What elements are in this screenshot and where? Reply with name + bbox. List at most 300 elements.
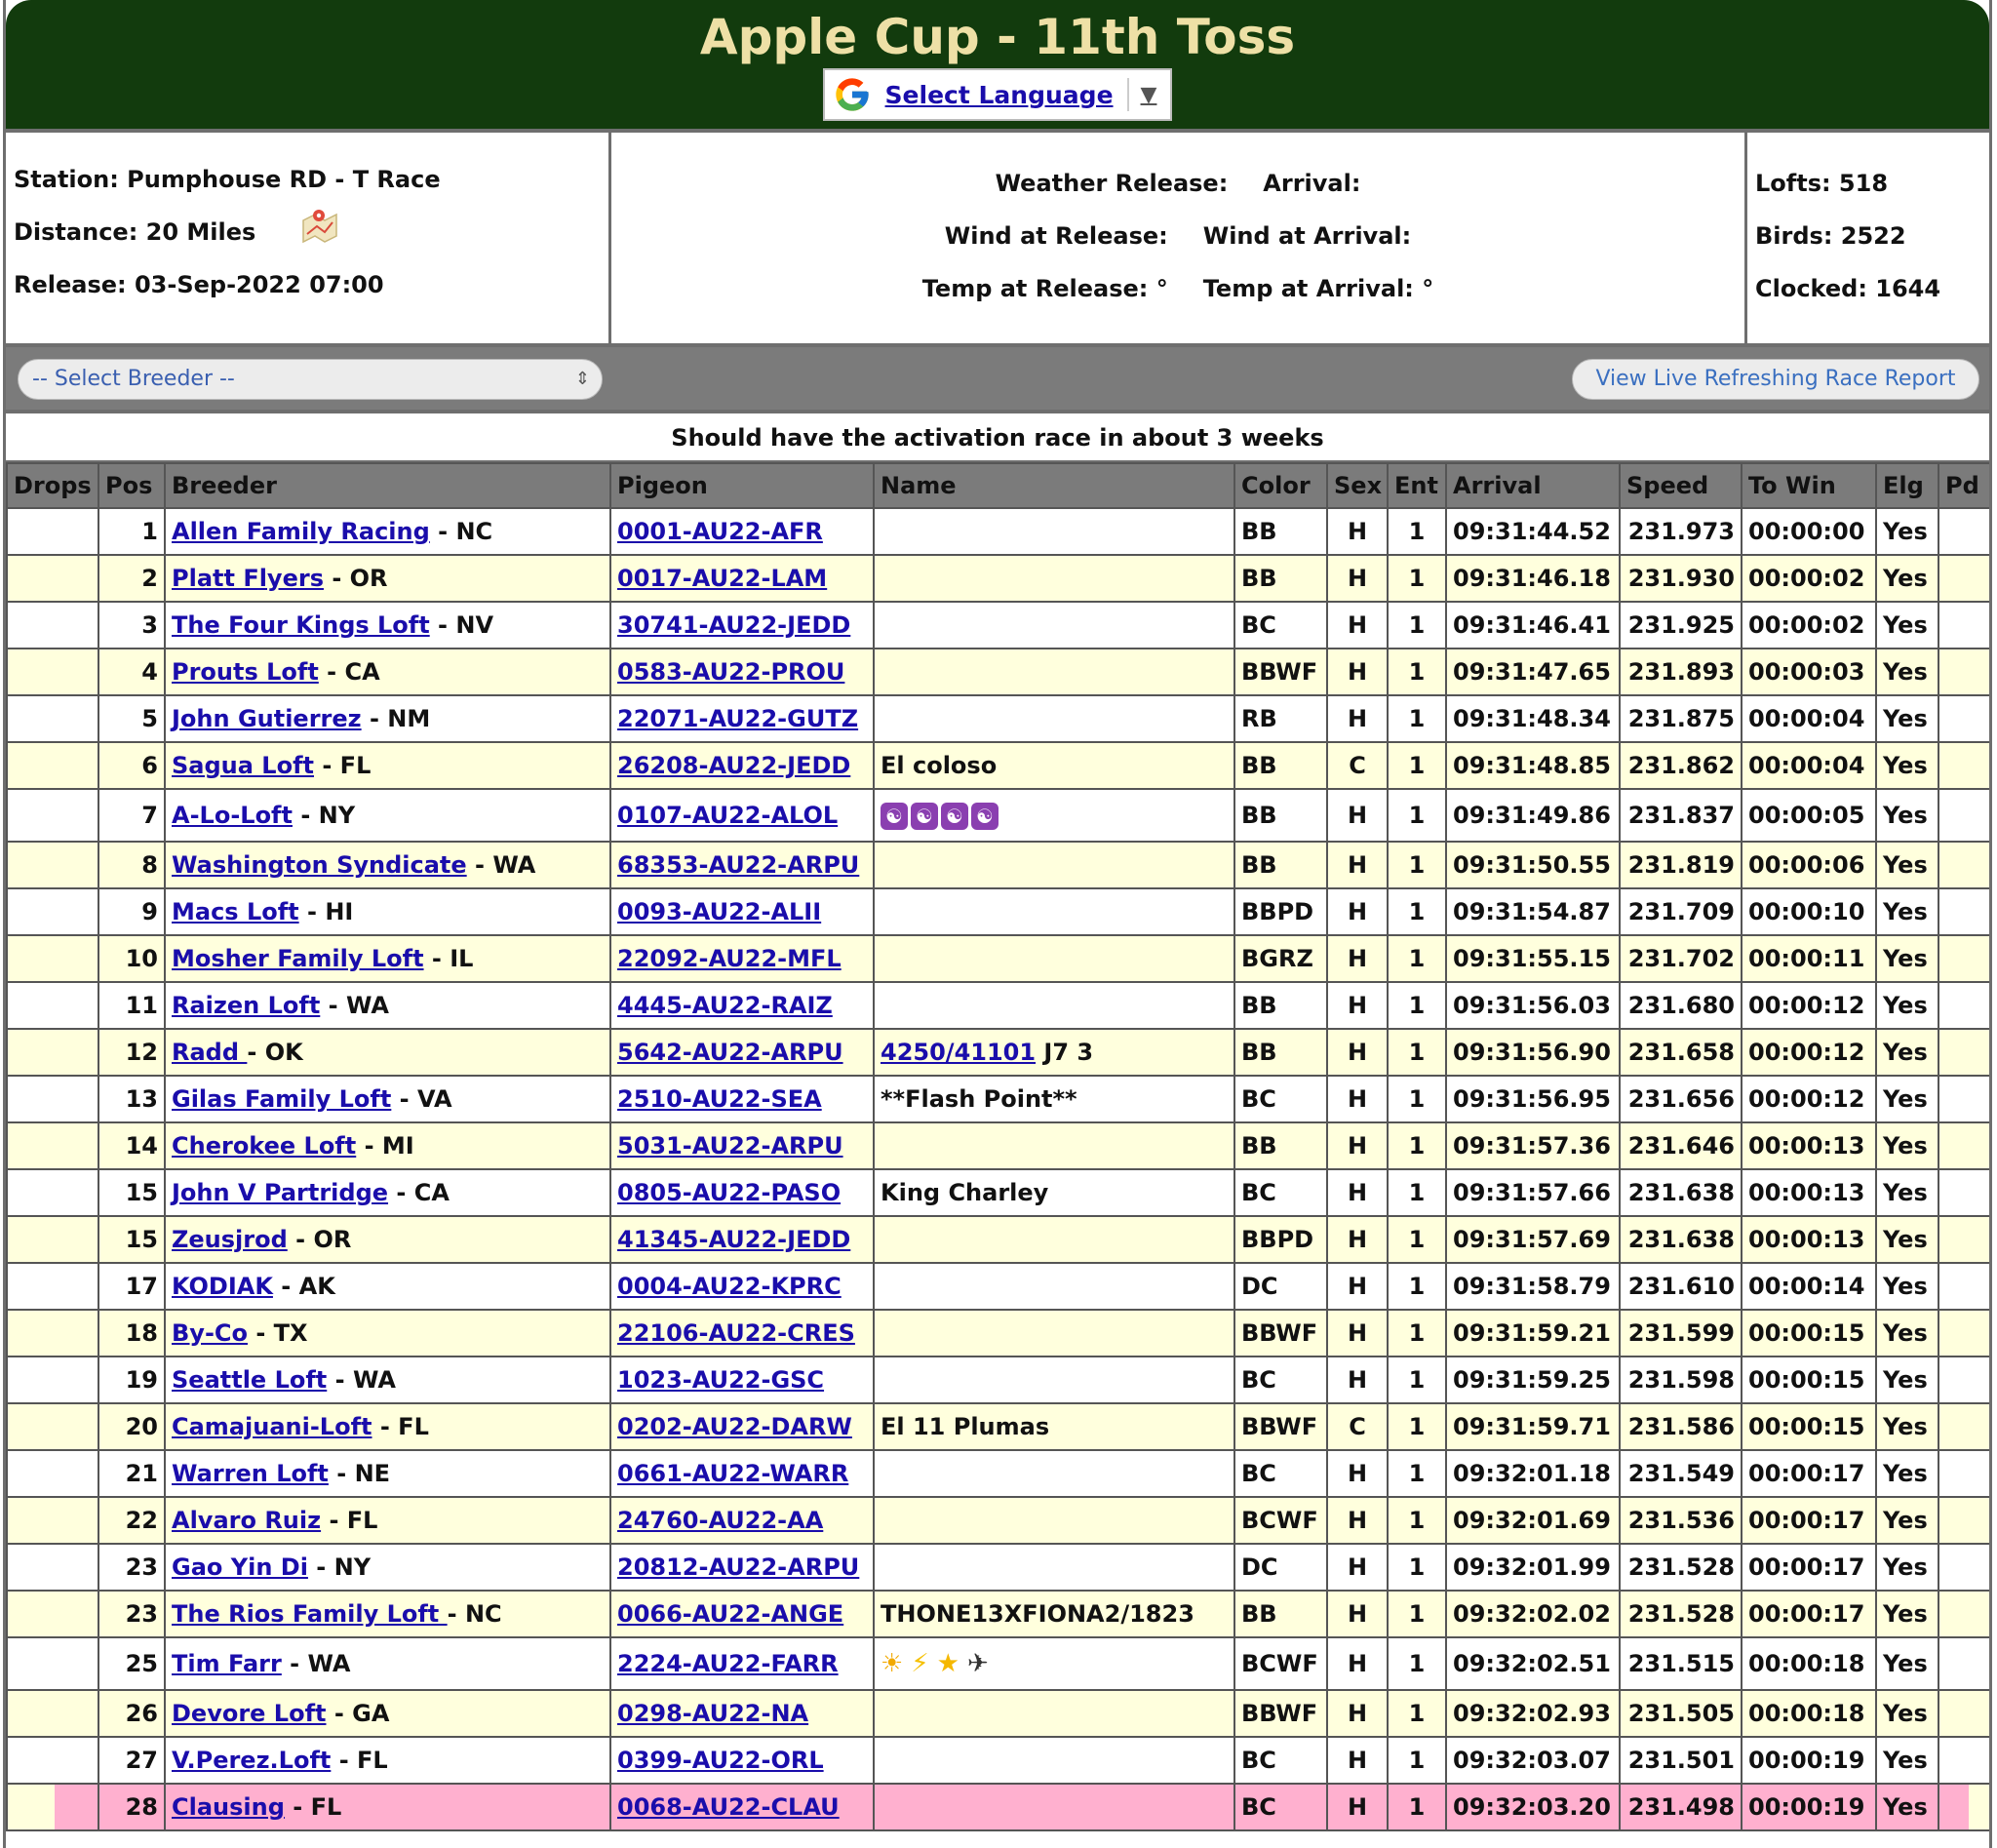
ent-cell: 1 (1388, 695, 1446, 742)
pigeon-cell (610, 888, 874, 935)
sex-cell: C (1327, 1403, 1388, 1450)
toolbar (6, 347, 1989, 413)
pd-cell (1938, 508, 1990, 555)
breeder-state: - NC (429, 518, 493, 545)
arrival-cell: 09:31:59.71 (1446, 1403, 1620, 1450)
pigeon-cell (610, 842, 874, 888)
sex-cell: H (1327, 1029, 1388, 1076)
sex-cell: H (1327, 842, 1388, 888)
arrival-cell: 09:31:55.15 (1446, 935, 1620, 982)
dropdown-arrow-icon[interactable]: ▼ (1140, 82, 1157, 107)
ent-cell: 1 (1388, 1076, 1446, 1122)
breeder-link[interactable]: Gilas Family Loft (172, 1085, 392, 1113)
pigeon-link[interactable]: 41345-AU22-JEDD (617, 1226, 851, 1253)
arrival-cell: 09:31:59.25 (1446, 1357, 1620, 1403)
elg-cell: Yes (1876, 935, 1938, 982)
name-cell (874, 1591, 1234, 1637)
speed-cell: 231.862 (1620, 742, 1742, 789)
arrival-cell: 09:31:54.87 (1446, 888, 1620, 935)
pos-cell: 15 (98, 1216, 165, 1263)
drops-cell (7, 1591, 98, 1637)
name-cell (874, 789, 1234, 842)
towin-cell: 00:00:19 (1742, 1784, 1876, 1830)
arrival-cell: 09:31:56.90 (1446, 1029, 1620, 1076)
arrival-cell: 09:31:56.03 (1446, 982, 1620, 1029)
breeder-link[interactable]: Cherokee Loft (172, 1132, 357, 1160)
breeder-cell (165, 742, 610, 789)
elg-cell: Yes (1876, 1357, 1938, 1403)
breeder-state: - NY (292, 802, 356, 829)
arrival-cell: 09:32:03.07 (1446, 1737, 1620, 1784)
station-text: Station: Pumphouse RD - T Race (14, 166, 441, 193)
breeder-link[interactable]: Raizen Loft (172, 992, 321, 1019)
table-row (7, 1076, 1990, 1122)
towin-cell: 00:00:17 (1742, 1591, 1876, 1637)
pigeon-cell (610, 1544, 874, 1591)
breeder-cell (165, 842, 610, 888)
pigeon-link[interactable]: 0001-AU22-AFR (617, 518, 823, 545)
breeder-state: - FL (284, 1793, 342, 1821)
breeder-cell (165, 1591, 610, 1637)
column-header: Name (874, 463, 1234, 508)
color-cell: BB (1234, 982, 1327, 1029)
elg-cell: Yes (1876, 982, 1938, 1029)
breeder-state: - NY (307, 1553, 372, 1581)
speed-cell: 231.709 (1620, 888, 1742, 935)
pigeon-link[interactable]: 1023-AU22-GSC (617, 1366, 825, 1394)
color-cell: BB (1234, 1591, 1327, 1637)
yin-yang-icon: ☯ (941, 803, 968, 830)
drops-cell (7, 1357, 98, 1403)
pos-cell: 21 (98, 1450, 165, 1497)
ent-cell: 1 (1388, 555, 1446, 602)
pos-cell: 18 (98, 1310, 165, 1357)
breeder-link[interactable]: The Rios Family Loft (172, 1600, 448, 1628)
towin-cell: 00:00:17 (1742, 1497, 1876, 1544)
pos-cell: 8 (98, 842, 165, 888)
breeder-link[interactable]: Allen Family Racing (172, 518, 430, 545)
breeder-cell (165, 982, 610, 1029)
pigeon-link[interactable]: 22106-AU22-CRES (617, 1319, 855, 1347)
page-title: Apple Cup - 11th Toss (699, 9, 1296, 65)
pigeon-cell (610, 1357, 874, 1403)
elg-cell: Yes (1876, 888, 1938, 935)
breeder-link[interactable]: Mosher Family Loft (172, 945, 424, 972)
breeder-link[interactable]: Devore Loft (172, 1700, 327, 1727)
breeder-link[interactable]: Gao Yin Di (172, 1553, 308, 1581)
color-cell: BC (1234, 1357, 1327, 1403)
pigeon-cell (610, 1497, 874, 1544)
ent-cell: 1 (1388, 1122, 1446, 1169)
arrival-cell: 09:31:48.34 (1446, 695, 1620, 742)
table-row (7, 1690, 1990, 1737)
drops-cell (7, 1403, 98, 1450)
pigeon-link[interactable]: 0068-AU22-CLAU (617, 1793, 840, 1821)
breeder-state: - FL (321, 1507, 378, 1534)
pigeon-link[interactable]: 0093-AU22-ALII (617, 898, 822, 925)
towin-cell: 00:00:17 (1742, 1544, 1876, 1591)
temp-row (611, 273, 1744, 326)
speed-cell: 231.638 (1620, 1169, 1742, 1216)
name-cell (874, 602, 1234, 649)
pigeon-cell (610, 1591, 874, 1637)
yin-yang-icon: ☯ (911, 803, 938, 830)
pos-cell: 22 (98, 1497, 165, 1544)
live-report-button[interactable]: View Live Refreshing Race Report (1572, 359, 1979, 400)
column-header: Ent (1388, 463, 1446, 508)
sex-cell: H (1327, 695, 1388, 742)
table-row (7, 1357, 1990, 1403)
elg-cell: Yes (1876, 1497, 1938, 1544)
breeder-link[interactable]: Tim Farr (172, 1650, 282, 1677)
pigeon-link[interactable]: 0066-AU22-ANGE (617, 1600, 844, 1628)
elg-cell: Yes (1876, 1737, 1938, 1784)
towin-cell: 00:00:13 (1742, 1169, 1876, 1216)
name-cell (874, 842, 1234, 888)
towin-cell: 00:00:19 (1742, 1737, 1876, 1784)
speed-cell: 231.549 (1620, 1450, 1742, 1497)
drops-cell (7, 1169, 98, 1216)
name-cell (874, 649, 1234, 695)
color-cell: BB (1234, 842, 1327, 888)
weather-info (611, 133, 1747, 343)
breeder-cell (165, 1637, 610, 1690)
breeder-select[interactable] (18, 359, 603, 400)
pigeon-link[interactable]: 2224-AU22-FARR (617, 1650, 839, 1677)
color-cell: BBPD (1234, 888, 1327, 935)
lofts-count: Lofts: 518 (1755, 170, 1889, 197)
breeder-link[interactable]: A-Lo-Loft (172, 802, 293, 829)
pd-cell (1938, 1029, 1990, 1076)
elg-cell: Yes (1876, 1403, 1938, 1450)
towin-cell: 00:00:15 (1742, 1310, 1876, 1357)
birds-count: Birds: 2522 (1755, 222, 1906, 250)
map-icon[interactable] (299, 207, 340, 246)
name-cell (874, 1403, 1234, 1450)
speed-cell: 231.875 (1620, 695, 1742, 742)
sex-cell: H (1327, 1216, 1388, 1263)
ent-cell: 1 (1388, 1784, 1446, 1830)
speed-cell: 231.515 (1620, 1637, 1742, 1690)
breeder-state: - WA (320, 992, 389, 1019)
pd-cell (1938, 1403, 1990, 1450)
name-cell (874, 1263, 1234, 1310)
breeder-link[interactable]: Macs Loft (172, 898, 299, 925)
elg-cell: Yes (1876, 789, 1938, 842)
temp-release-label: Temp at Release: ° (921, 275, 1168, 302)
name-cell (874, 1076, 1234, 1122)
elg-cell: Yes (1876, 742, 1938, 789)
breeder-state: - AK (272, 1273, 335, 1300)
color-cell: BCWF (1234, 1497, 1327, 1544)
arrival-cell: 09:31:48.85 (1446, 742, 1620, 789)
pos-cell: 3 (98, 602, 165, 649)
breeder-link[interactable]: By-Co (172, 1319, 248, 1347)
pigeon-cell (610, 649, 874, 695)
breeder-link[interactable]: Camajuani-Loft (172, 1413, 372, 1440)
pos-cell: 20 (98, 1403, 165, 1450)
pigeon-link[interactable]: 2510-AU22-SEA (617, 1085, 822, 1113)
breeder-link[interactable]: Prouts Loft (172, 658, 319, 686)
pd-cell (1938, 1169, 1990, 1216)
name-cell (874, 742, 1234, 789)
breeder-state: - CA (318, 658, 380, 686)
pigeon-link[interactable]: 22071-AU22-GUTZ (617, 705, 859, 732)
ent-cell: 1 (1388, 1591, 1446, 1637)
ent-cell: 1 (1388, 935, 1446, 982)
breeder-state: - WA (281, 1650, 351, 1677)
pos-cell: 11 (98, 982, 165, 1029)
color-cell: BGRZ (1234, 935, 1327, 982)
pigeon-cell (610, 1263, 874, 1310)
breeder-cell (165, 1690, 610, 1737)
name-cell (874, 935, 1234, 982)
drops-cell (7, 1029, 98, 1076)
google-icon (833, 75, 872, 114)
breeder-link[interactable]: Washington Syndicate (172, 851, 467, 879)
drops-cell (7, 695, 98, 742)
language-divider (1127, 78, 1129, 111)
pigeon-name: El coloso (881, 752, 998, 779)
table-row (7, 555, 1990, 602)
ent-cell: 1 (1388, 789, 1446, 842)
table-row (7, 1591, 1990, 1637)
weather-row (611, 168, 1744, 220)
towin-cell: 00:00:13 (1742, 1216, 1876, 1263)
table-row (7, 508, 1990, 555)
breeder-cell (165, 1310, 610, 1357)
select-language-link[interactable]: Select Language (884, 80, 1114, 109)
pos-cell: 19 (98, 1357, 165, 1403)
pigeon-link[interactable]: 0202-AU22-DARW (617, 1413, 852, 1440)
sex-cell: H (1327, 1122, 1388, 1169)
breeder-link[interactable]: Warren Loft (172, 1460, 329, 1487)
breeder-link[interactable]: John Gutierrez (172, 705, 362, 732)
speed-cell: 231.656 (1620, 1076, 1742, 1122)
speed-cell: 231.610 (1620, 1263, 1742, 1310)
breeder-state: - FL (331, 1747, 388, 1774)
arrival-cell: 09:32:03.20 (1446, 1784, 1620, 1830)
breeder-link[interactable]: Radd (172, 1039, 248, 1066)
sex-cell: H (1327, 1497, 1388, 1544)
pigeon-link[interactable]: 22092-AU22-MFL (617, 945, 842, 972)
pigeon-link[interactable]: 0399-AU22-ORL (617, 1747, 824, 1774)
speed-cell: 231.702 (1620, 935, 1742, 982)
pigeon-name: El 11 Plumas (881, 1413, 1050, 1440)
drops-cell (7, 1263, 98, 1310)
breeder-cell (165, 935, 610, 982)
pigeon-link[interactable]: 0661-AU22-WARR (617, 1460, 849, 1487)
breeder-cell (165, 1737, 610, 1784)
pigeon-name-link[interactable]: 4250/41101 (881, 1039, 1037, 1066)
pigeon-link[interactable]: 24760-AU22-AA (617, 1507, 824, 1534)
pigeon-cell (610, 1784, 874, 1830)
pigeon-link[interactable]: 0298-AU22-NA (617, 1700, 809, 1727)
ent-cell: 1 (1388, 1029, 1446, 1076)
pigeon-link[interactable]: 68353-AU22-ARPU (617, 851, 860, 879)
speed-cell: 231.819 (1620, 842, 1742, 888)
breeder-cell (165, 555, 610, 602)
breeder-link[interactable]: Clausing (172, 1793, 285, 1821)
pd-cell (1938, 1076, 1990, 1122)
pigeon-link[interactable]: 30741-AU22-JEDD (617, 611, 851, 639)
table-row (7, 602, 1990, 649)
color-cell: DC (1234, 1544, 1327, 1591)
towin-cell: 00:00:03 (1742, 649, 1876, 695)
pos-cell: 25 (98, 1637, 165, 1690)
color-cell: BC (1234, 1737, 1327, 1784)
towin-cell: 00:00:10 (1742, 888, 1876, 935)
breeder-state: - WA (466, 851, 536, 879)
color-cell: BC (1234, 1450, 1327, 1497)
breeder-link[interactable]: Alvaro Ruiz (172, 1507, 322, 1534)
pigeon-cell (610, 1169, 874, 1216)
language-selector[interactable] (823, 68, 1173, 121)
table-row (7, 1737, 1990, 1784)
breeder-cell (165, 508, 610, 555)
breeder-cell (165, 1029, 610, 1076)
sex-cell: H (1327, 1450, 1388, 1497)
pd-cell (1938, 888, 1990, 935)
breeder-link[interactable]: The Four Kings Loft (172, 611, 430, 639)
sex-cell: H (1327, 1544, 1388, 1591)
pigeon-link[interactable]: 5031-AU22-ARPU (617, 1132, 843, 1160)
sex-cell: H (1327, 1076, 1388, 1122)
ent-cell: 1 (1388, 1216, 1446, 1263)
breeder-link[interactable]: V.Perez.Loft (172, 1747, 332, 1774)
sex-cell: H (1327, 508, 1388, 555)
pigeon-link[interactable]: 0583-AU22-PROU (617, 658, 845, 686)
towin-cell: 00:00:18 (1742, 1690, 1876, 1737)
breeder-state: - WA (327, 1366, 396, 1394)
breeder-link[interactable]: KODIAK (172, 1273, 273, 1300)
pos-cell: 9 (98, 888, 165, 935)
elg-cell: Yes (1876, 1029, 1938, 1076)
breeder-link[interactable]: Platt Flyers (172, 565, 324, 592)
pos-cell: 10 (98, 935, 165, 982)
elg-cell: Yes (1876, 1591, 1938, 1637)
name-cell (874, 1690, 1234, 1737)
pos-cell: 7 (98, 789, 165, 842)
pigeon-link[interactable]: 0805-AU22-PASO (617, 1179, 842, 1206)
pd-cell (1938, 1263, 1990, 1310)
speed-cell: 231.528 (1620, 1544, 1742, 1591)
pd-cell (1938, 1591, 1990, 1637)
color-cell: BC (1234, 1076, 1327, 1122)
breeder-cell (165, 695, 610, 742)
race-report-page (3, 0, 1992, 1848)
elg-cell: Yes (1876, 602, 1938, 649)
towin-cell: 00:00:02 (1742, 555, 1876, 602)
pd-cell (1938, 1784, 1990, 1830)
color-cell: BC (1234, 1784, 1327, 1830)
pigeon-cell (610, 1737, 874, 1784)
pigeon-link[interactable]: 20812-AU22-ARPU (617, 1553, 860, 1581)
sex-cell: H (1327, 1591, 1388, 1637)
speed-cell: 231.925 (1620, 602, 1742, 649)
pos-cell: 2 (98, 555, 165, 602)
pigeon-cell (610, 555, 874, 602)
color-cell: BB (1234, 1029, 1327, 1076)
pd-cell (1938, 1497, 1990, 1544)
breeder-state: - CA (388, 1179, 450, 1206)
breeder-cell (165, 1169, 610, 1216)
elg-cell: Yes (1876, 555, 1938, 602)
pigeon-link[interactable]: 26208-AU22-JEDD (617, 752, 851, 779)
pd-cell (1938, 1357, 1990, 1403)
name-cell (874, 1497, 1234, 1544)
ent-cell: 1 (1388, 1450, 1446, 1497)
speed-cell: 231.528 (1620, 1591, 1742, 1637)
lightning-icon: ⚡ (911, 1649, 929, 1678)
arrival-cell: 09:32:02.02 (1446, 1591, 1620, 1637)
ent-cell: 1 (1388, 842, 1446, 888)
name-cell (874, 1637, 1234, 1690)
table-row (7, 1029, 1990, 1076)
breeder-link[interactable]: Sagua Loft (172, 752, 314, 779)
breeder-cell (165, 1263, 610, 1310)
pigeon-link[interactable]: 5642-AU22-ARPU (617, 1039, 843, 1066)
pos-cell: 27 (98, 1737, 165, 1784)
breeder-state: - NM (361, 705, 431, 732)
pigeon-cell (610, 1310, 874, 1357)
drops-cell (7, 742, 98, 789)
pigeon-cell (610, 1450, 874, 1497)
elg-cell: Yes (1876, 1263, 1938, 1310)
arrival-cell: 09:31:46.41 (1446, 602, 1620, 649)
color-cell: BCWF (1234, 1637, 1327, 1690)
breeder-link[interactable]: John V Partridge (172, 1179, 389, 1206)
header (6, 0, 1989, 133)
drops-cell (7, 1497, 98, 1544)
towin-cell: 00:00:15 (1742, 1403, 1876, 1450)
pos-cell: 4 (98, 649, 165, 695)
breeder-cell (165, 649, 610, 695)
name-cell (874, 982, 1234, 1029)
speed-cell: 231.598 (1620, 1357, 1742, 1403)
pigeon-link[interactable]: 0004-AU22-KPRC (617, 1273, 842, 1300)
race-stats (1747, 133, 1989, 343)
breeder-link[interactable]: Seattle Loft (172, 1366, 328, 1394)
pigeon-link[interactable]: 0107-AU22-ALOL (617, 802, 839, 829)
arrival-cell: 09:31:59.21 (1446, 1310, 1620, 1357)
drops-cell (7, 789, 98, 842)
pigeon-cell (610, 695, 874, 742)
breeder-cell (165, 1122, 610, 1169)
speed-cell: 231.638 (1620, 1216, 1742, 1263)
sex-cell: H (1327, 1690, 1388, 1737)
speed-cell: 231.536 (1620, 1497, 1742, 1544)
table-row (7, 935, 1990, 982)
elg-cell: Yes (1876, 1169, 1938, 1216)
towin-cell: 00:00:02 (1742, 602, 1876, 649)
sex-cell: H (1327, 1737, 1388, 1784)
sex-cell: H (1327, 789, 1388, 842)
elg-cell: Yes (1876, 1690, 1938, 1737)
breeder-cell (165, 1544, 610, 1591)
pd-cell (1938, 649, 1990, 695)
pos-cell: 28 (98, 1784, 165, 1830)
pigeon-link[interactable]: 4445-AU22-RAIZ (617, 992, 833, 1019)
drops-cell (7, 555, 98, 602)
color-cell: BBWF (1234, 1310, 1327, 1357)
pigeon-link[interactable]: 0017-AU22-LAM (617, 565, 828, 592)
breeder-state: - NV (429, 611, 494, 639)
breeder-link[interactable]: Zeusjrod (172, 1226, 288, 1253)
table-row (7, 1637, 1990, 1690)
notice-text: Should have the activation race in about 3 weeks (6, 413, 1989, 462)
ent-cell: 1 (1388, 1403, 1446, 1450)
